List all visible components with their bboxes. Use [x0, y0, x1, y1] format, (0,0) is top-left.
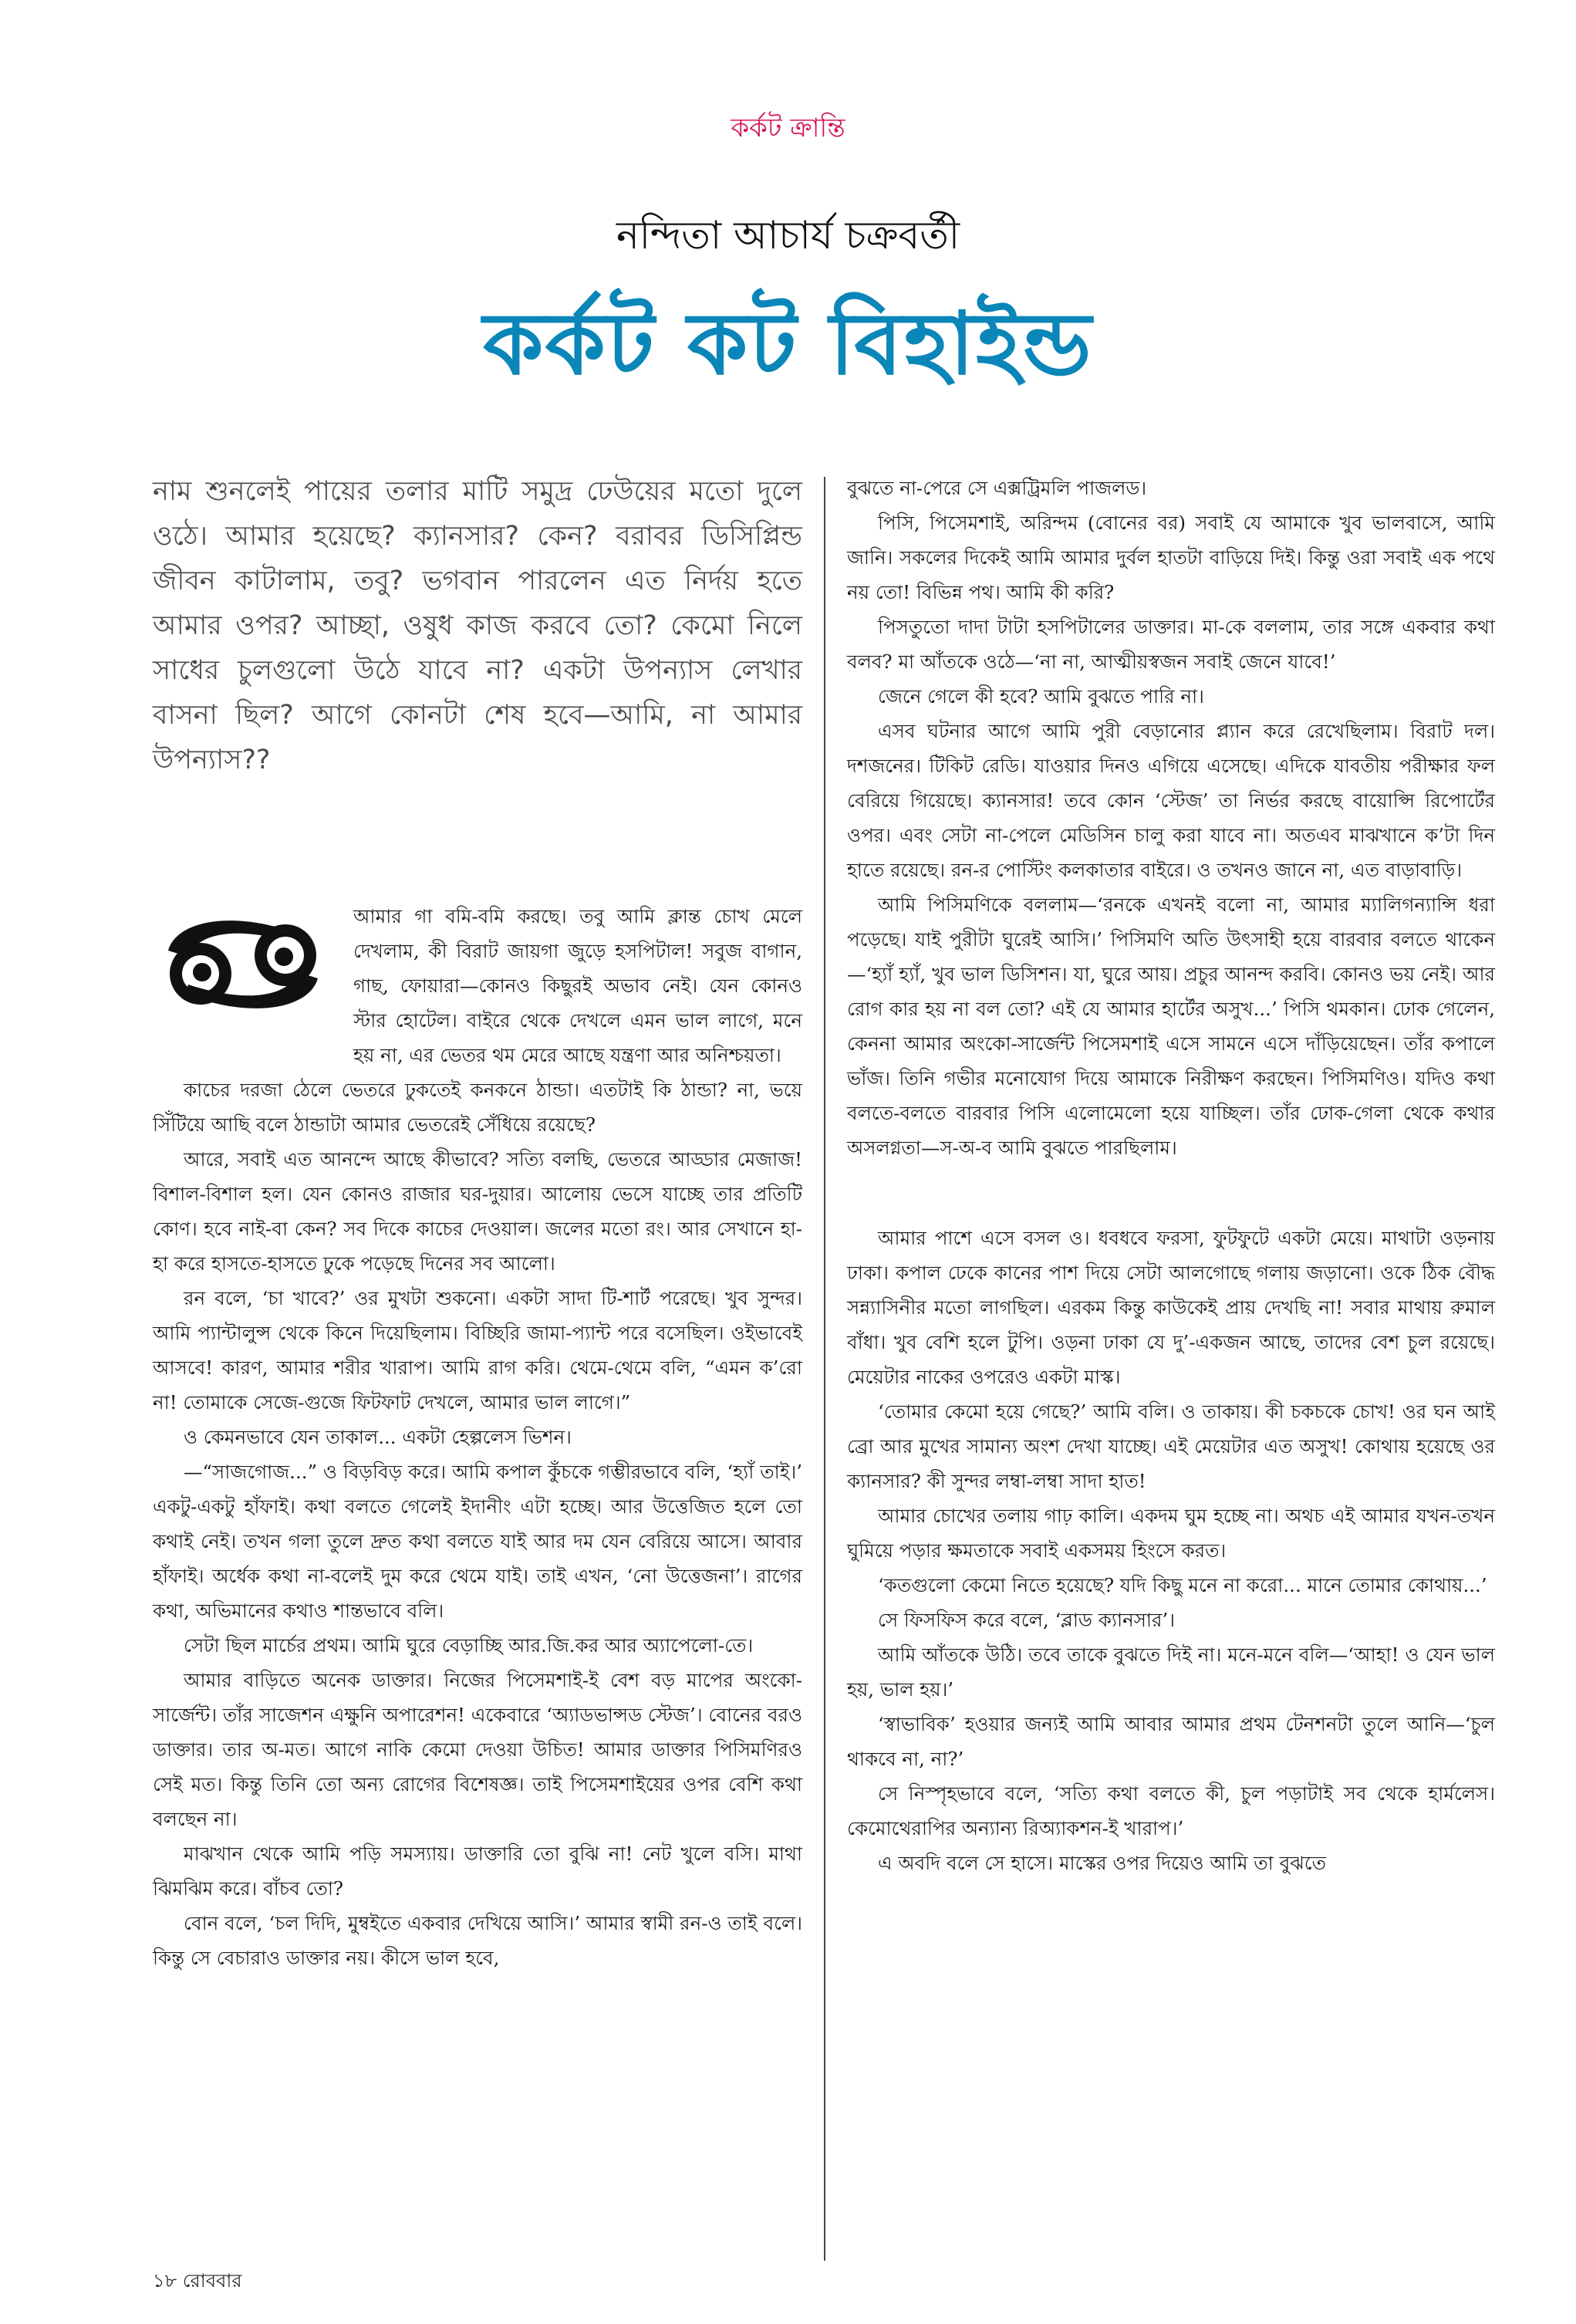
author-name: নন্দিতা আচার্য চক্রবর্তী [616, 213, 960, 258]
paragraph: কাচের দরজা ঠেলে ভেতরে ঢুকতেই কনকনে ঠান্ডা। এতটাই কি ঠান্ডা? না, ভয়ে সিঁটিয়ে আছি বলে ঠান্ডাটা আমার ভেতরেই সেঁধিয়ে রয়েছে? [153, 1079, 802, 1136]
paragraph: পিসি, পিসেমশাই, অরিন্দম (বোনের বর) সবাই যে আমাকে খুব ভালবাসে, আমি জানি। সকলের দিকেই আমি আমার দুর্বল হাতটা বাড়িয়ে দিই। কিন্তু ওরা সবাই এক পথে নয় তো! বিভিন্ন পথ। আমি কী করি? [847, 512, 1495, 603]
paragraph: সে নিস্পৃহভাবে বলে, ‘সত্যি কথা বলতে কী, চুল পড়াটাই সব থেকে হার্মলেস। কেমোথেরাপির অন্যান্য রিঅ্যাকশন-ই খারাপ।’ [847, 1782, 1495, 1839]
column-divider [824, 477, 825, 2261]
right-column [847, 471, 1495, 1880]
paragraph: রন বলে, ‘চা খাবে?’ ওর মুখটা শুকনো। একটা সাদা টি-শার্ট পরেছে। খুব সুন্দর। আমি প্যান্টালুন্স থেকে কিনে দিয়েছিলাম। বিচ্ছিরি জামা-প্যান্ট পরে বসেছিল। ওইভাবেই আসবে! কারণ, আমার শরীর খারাপ। আমি রাগ করি। থেমে-থেমে বলি, “এমন ক’রো না! তোমাকে সেজে-গুজে ফিটফাট দেখলে, আমার ভাল লাগে।” [153, 1287, 802, 1414]
paragraph: বোন বলে, ‘চল দিদি, মুম্বইতে একবার দেখিয়ে আসি।’ আমার স্বামী রন-ও তাই বলে। কিন্তু সে বেচারাও ডাক্তার নয়। কীসে ভাল হবে, [153, 1912, 802, 1969]
paragraph: জেনে গেলে কী হবে? আমি বুঝতে পারি না। [878, 685, 1204, 708]
intro-blurb [153, 469, 802, 782]
section-break [847, 1165, 1495, 1221]
paragraph: আমি পিসিমণিকে বললাম—‘রনকে এখনই বলো না, আমার ম্যালিগন্যান্সি ধরা পড়েছে। যাই পুরীটা ঘুরেই আসি।’ পিসিমণি অতি উৎসাহী হয়ে বারবার বলতে থাকেন—‘হ্যাঁ হ্যাঁ, খুব ভাল ডিসিশন। যা, ঘুরে আয়। প্রচুর আনন্দ করবি। কোনও ভয় নেই। আর রোগ কার হয় না বল তো? এই যে আমার হার্টের অসুখ...’ পিসি থমকান। ঢোক গেলেন, কেননা আমার অংকো-সার্জেন্ট পিসেমশাই এসে সামনে এসে দাঁড়িয়েছেন। তাঁর কপালে ভাঁজ। তিনি গভীর মনোযোগ দিয়ে আমাকে নিরীক্ষণ করছেন। পিসিমণিও। যদিও কথা বলতে-বলতে বারবার পিসি এলোমেলো হয়ে যাচ্ছিল। তাঁর ঢোক-গেলা থেকে কথার অসলগ্নতা—স-অ-ব আমি বুঝতে পারছিলাম। [847, 893, 1495, 1159]
paragraph: এসব ঘটনার আগে আমি পুরী বেড়ানোর প্ল্যান করে রেখেছিলাম। বিরাট দল। দশজনের। টিকিট রেডি। যাওয়ার দিনও এগিয়ে এসেছে। এদিকে যাবতীয় পরীক্ষার ফল বেরিয়ে গিয়েছে। ক্যানসার! তবে কোন ‘স্টেজ’ তা নির্ভর করছে বায়োপ্সি রিপোর্টের ওপর। এবং সেটা না-পেলে মেডিসিন চালু করা যাবে না। অতএব মাঝখানে ক’টা দিন হাতে রয়েছে। রন-র পোস্টিং কলকাতার বাইরে। ও তখনও জানে না, এত বাড়াবাড়ি। [847, 720, 1495, 881]
paragraph: এ অবদি বলে সে হাসে। মাস্কের ওপর দিয়েও আমি তা বুঝতে [878, 1852, 1326, 1874]
paragraph: সে ফিসফিস করে বলে, ‘ব্লাড ক্যানসার’। [878, 1609, 1176, 1631]
paragraph: আমার বাড়িতে অনেক ডাক্তার। নিজের পিসেমশাই-ই বেশ বড় মাপের অংকো-সার্জেন্ট। তাঁর সাজেশন এক্ষুনি অপারেশন! একেবারে ‘অ্যাডভান্সড স্টেজ’। বোনের বরও ডাক্তার। তার অ-মত। আগে নাকি কেমো দেওয়া উচিত! আমার ডাক্তার পিসিমণিরও সেই মত। কিন্তু তিনি তো অন্য রোগের বিশেষজ্ঞ। তাই পিসেমশাইয়ের ওপর বেশি কথা বলছেন না। [153, 1669, 802, 1830]
paragraph: বুঝতে না-পেরে সে এক্সট্রিমলি পাজলড। [847, 477, 1147, 499]
magazine-name: রোববার [182, 2270, 242, 2292]
paragraph: ও কেমনভাবে যেন তাকাল... একটা হেল্পলেস ভিশন। [184, 1426, 572, 1448]
paragraph: ‘তোমার কেমো হয়ে গেছে?’ আমি বলি। ও তাকায়। কী চকচকে চোখ! ওর ঘন আই ব্রো আর মুখের সামান্য অংশ দেখা যাচ্ছে। এই মেয়েটার এত অসুখ! কোথায় হয়েছে ওর ক্যানসার? কী সুন্দর লম্বা-লম্বা সাদা হাত! [847, 1400, 1495, 1492]
page-footer [153, 2267, 242, 2298]
page-number: ১৮ [153, 2270, 177, 2292]
paragraph: ‘স্বাভাবিক’ হওয়ার জন্যই আমি আবার আমার প্রথম টেনশনটা তুলে আনি—‘চুল থাকবে না, না?’ [847, 1713, 1495, 1770]
paragraph: পিসতুতো দাদা টাটা হসপিটালের ডাক্তার। মা-কে বললাম, তার সঙ্গে একবার কথা বলব? মা আঁতকে ওঠে—‘না না, আত্মীয়স্বজন সবাই জেনে যাবে!’ [847, 616, 1495, 673]
paragraph: আমি আঁতকে উঠি। তবে তাকে বুঝতে দিই না। মনে-মনে বলি—‘আহা! ও যেন ভাল হয়, ভাল হয়।’ [847, 1643, 1495, 1701]
section-label: কর্কট ক্রান্তি [731, 113, 845, 144]
intro-text: নাম শুনলেই পায়ের তলার মাটি সমুদ্র ঢেউয়ের মতো দুলে ওঠে। আমার হয়েছে? ক্যানসার? কেন? বরাবর ডিসিপ্লিন্ড জীবন কাটালাম, তবু? ভগবান পারলেন এত নির্দয় হতে আমার ওপর? আচ্ছা, ওষুধ কাজ করবে তো? কেমো নিলে সাধের চুলগুলো উঠে যাবে না? একটা উপন্যাস লেখার বাসনা ছিল? আগে কোনটা শেষ হবে—আমি, না আমার উপন্যাস?? [153, 476, 802, 775]
paragraph: মাঝখান থেকে আমি পড়ি সমস্যায়। ডাক্তারি তো বুঝি না! নেট খুলে বসি। মাথা ঝিমঝিম করে। বাঁচব তো? [153, 1843, 802, 1900]
paragraph: আমার গা বমি-বমি করছে। তবু আমি ক্লান্ত চোখ মেলে দেখলাম, কী বিরাট জায়গা জুড়ে হসপিটাল! সবুজ বাগান, গাছ, ফোয়ারা—কোনও কিছুরই অভাব নেই। যেন কোনও স্টার হোটেল। বাইরে থেকে দেখলে এমন ভাল লাগে, মনে হয় না, এর ভেতর থম মেরে আছে যন্ত্রণা আর অনিশ্চয়তা। [353, 905, 802, 1066]
paragraph: আমার পাশে এসে বসল ও। ধবধবে ফরসা, ফুটফুটে একটা মেয়ে। মাথাটা ওড়নায় ঢাকা। কপাল ঢেকে কানের পাশ দিয়ে সেটা আলগোছে গলায় জড়ানো। ওকে ঠিক বৌদ্ধ সন্ন্যাসিনীর মতো লাগছিল। এরকম কিন্তু কাউকেই প্রায় দেখছি না! সবার মাথায় রুমাল বাঁধা। খুব বেশি হলে টুপি। ওড়না ঢাকা যে দু’-একজন আছে, তাদের বেশ চুল রয়েছে। মেয়েটার নাকের ওপরেও একটা মাস্ক। [847, 1227, 1495, 1388]
article-title: কর্কট কট বিহাইন্ড [483, 294, 1093, 394]
left-column [153, 899, 802, 1975]
paragraph: ‘কতগুলো কেমো নিতে হয়েছে? যদি কিছু মনে না করো... মানে তোমার কোথায়...’ [878, 1574, 1487, 1596]
paragraph: আমার চোখের তলায় গাঢ় কালি। একদম ঘুম হচ্ছে না। অথচ এই আমার যখন-তখন ঘুমিয়ে পড়ার ক্ষমতাকে সবাই একসময় হিংসে করত। [847, 1505, 1495, 1562]
paragraph: সেটা ছিল মার্চের প্রথম। আমি ঘুরে বেড়াচ্ছি আর.জি.কর আর অ্যাপেলো-তে। [184, 1634, 754, 1657]
paragraph: আরে, সবাই এত আনন্দে আছে কীভাবে? সত্যি বলছি, ভেতরে আড্ডার মেজাজ! বিশাল-বিশাল হল। যেন কোনও রাজার ঘর-দুয়ার। আলোয় ভেসে যাচ্ছে তার প্রতিটি কোণ। হবে নাই-বা কেন? সব দিকে কাচের দেওয়াল। জলের মতো রং। আর সেখানে হা-হা করে হাসতে-হাসতে ঢুকে পড়েছে দিনের সব আলো। [153, 1148, 802, 1275]
paragraph: —“সাজগোজ...” ও বিড়বিড় করে। আমি কপাল কুঁচকে গম্ভীরভাবে বলি, ‘হ্যাঁ তাই।’ একটু-একটু হাঁফাই। কথা বলতে গেলেই ইদানীং এটা হচ্ছে। আর উত্তেজিত হলে তো কথাই নেই। তখন গলা তুলে দ্রুত কথা বলতে যাই আর দম যেন বেরিয়ে আসে। আবার হাঁফাই। অর্ধেক কথা না-বলেই দুম করে থেমে যাই। তাই এখন, ‘নো উত্তেজনা’। রাগের কথা, অভিমানের কথাও শান্তভাবে বলি। [153, 1461, 802, 1622]
